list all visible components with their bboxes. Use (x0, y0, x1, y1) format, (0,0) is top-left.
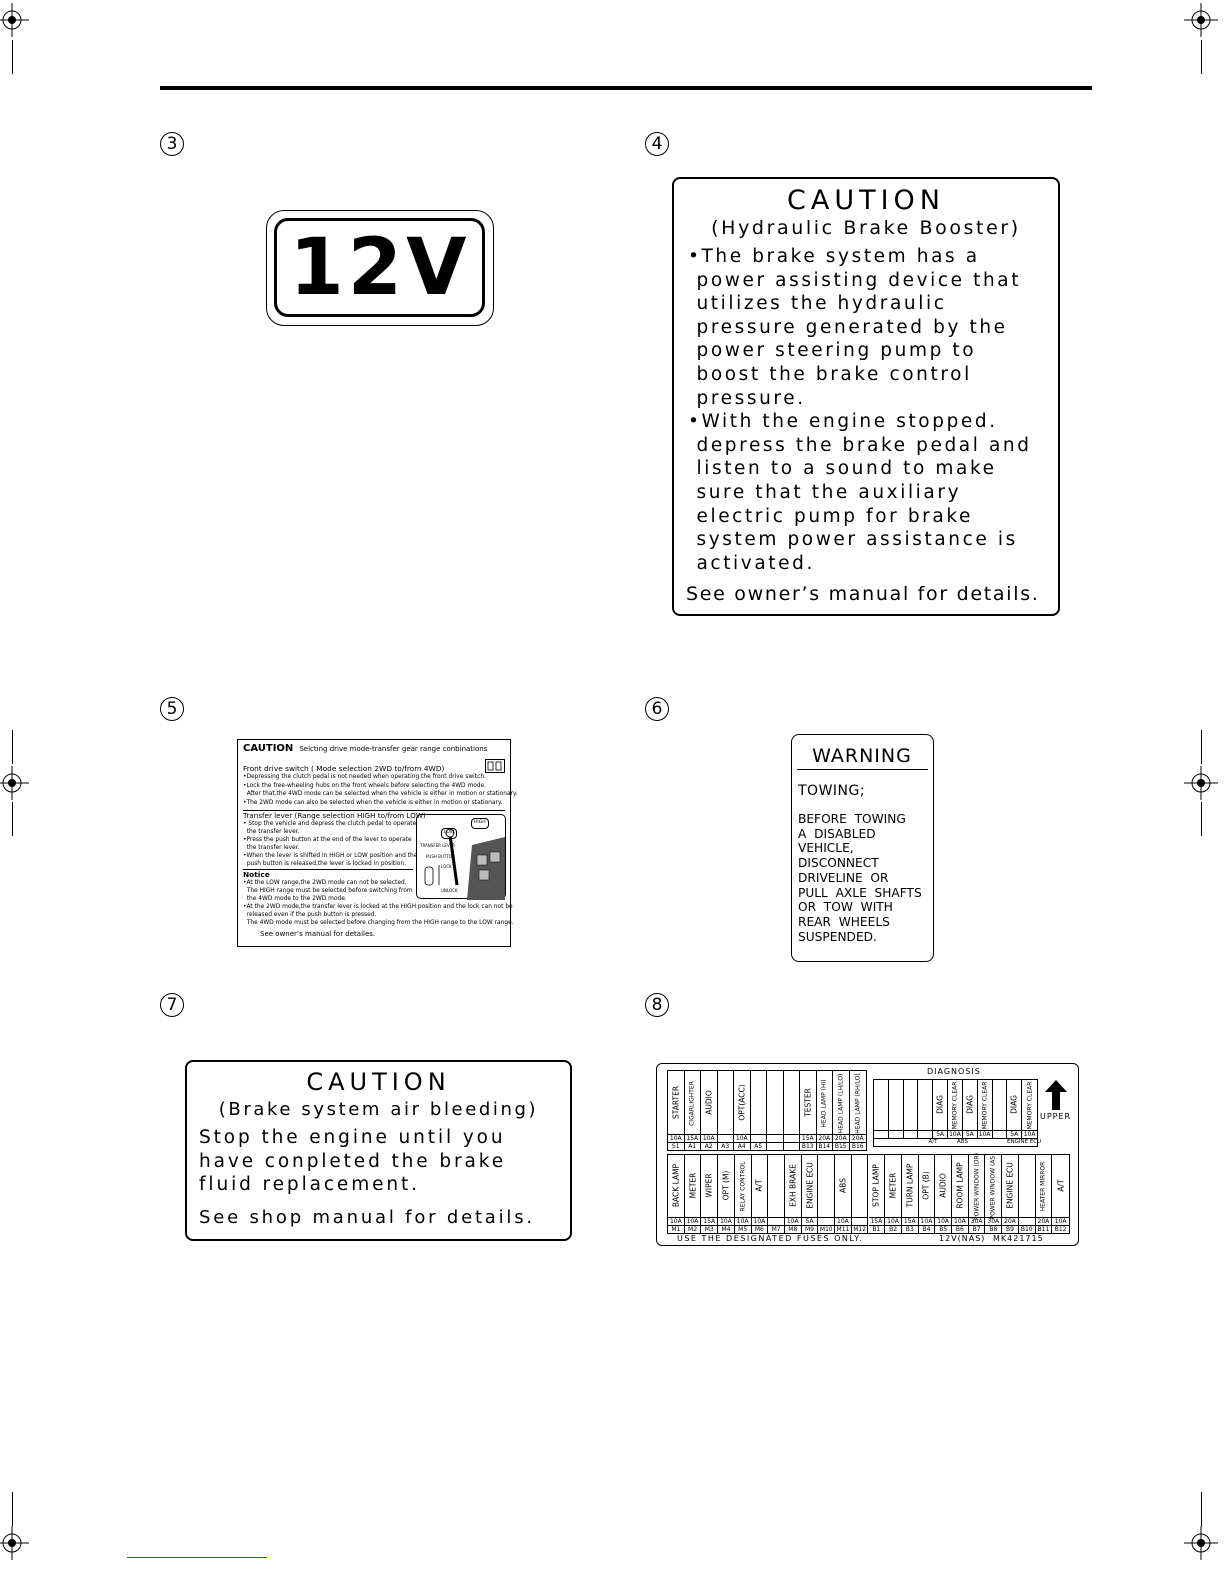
fuse-slot (889, 1080, 904, 1146)
fuse-slot (768, 1155, 785, 1233)
registration-mark-icon (1184, 1526, 1218, 1560)
fuse-slot (767, 1071, 784, 1150)
header-rule (160, 86, 1092, 90)
fuse-name: MEMORY CLEAR (1026, 1081, 1034, 1130)
fuse-name: HEAD LAMP (LH/LO) (837, 1073, 845, 1133)
fuse-slot (852, 1155, 869, 1233)
fuse-amp: 15A (686, 1135, 699, 1142)
fuse-name: POWER WINDOW (AS) (989, 1153, 997, 1220)
transfer-lever-line: •When the lever is shifted in HIGH or LOW position and the (243, 853, 418, 860)
caution-subtitle: (Hydraulic Brake Booster) (711, 217, 1021, 239)
towing-line: PULL AXLE SHAFTS (798, 885, 922, 900)
fig-low-label: LOW (441, 828, 457, 839)
voltage-text: 12V (289, 223, 471, 313)
footer-link-line (127, 1557, 267, 1558)
transfer-caution-word: CAUTION (243, 743, 294, 754)
fuse-name: WIPER (704, 1173, 714, 1198)
fuse-name: METER (688, 1172, 698, 1199)
fuse-name: DIAG (965, 1095, 975, 1114)
fuse-id: M3 (701, 1225, 717, 1233)
fuse-slot (874, 1080, 889, 1146)
fuse-slot (718, 1155, 735, 1233)
fuse-name: OPT (M) (721, 1170, 731, 1201)
fuse-name: AUDIO (938, 1173, 948, 1198)
fuse-id (784, 1142, 800, 1150)
fuse-name: ENGINE ECU (1005, 1162, 1015, 1209)
fuse-id: B7 (969, 1225, 985, 1233)
notice-line: •At the 2WD mode,the transfer lever is locked at the HIGH position and the lock can not be (243, 904, 513, 911)
fuse-id: A5 (751, 1142, 767, 1150)
caution-line: pressure. (688, 387, 806, 409)
fuse-name: MEMORY CLEAR (981, 1081, 989, 1130)
fuse-amp: 20A (1004, 1218, 1016, 1225)
fuse-name: OPT (B) (921, 1171, 931, 1200)
fuse-amp: 10A (686, 1218, 699, 1225)
fuse-slot (978, 1080, 993, 1146)
diag-group-label: ENGINE ECU (1007, 1139, 1042, 1145)
fuse-id: M5 (735, 1225, 751, 1233)
diagnosis-title: DIAGNOSIS (927, 1067, 981, 1076)
fuse-id: M4 (718, 1225, 734, 1233)
bleed-caution-line: have conpleted the brake (199, 1150, 506, 1172)
fuse-id: B8 (985, 1225, 1001, 1233)
fuse-name: TURN LAMP (905, 1163, 915, 1208)
fuse-id: A1 (685, 1142, 701, 1150)
fuse-slot (701, 1155, 718, 1233)
fuse-name: OPT(ACC) (737, 1083, 747, 1121)
upper-label: UPPER (1040, 1112, 1072, 1121)
fuse-footer-mid: 12V(NAS) (939, 1234, 986, 1243)
fig-unlock-label: UNLOCK (441, 888, 458, 893)
label-12v (266, 210, 494, 326)
transfer-lever-line: push button is released,the lever is locked in position. (243, 861, 407, 868)
fuse-name: HEAD LAMP (HI) (820, 1078, 828, 1128)
upper-arrow-icon (1045, 1080, 1067, 1110)
fuse-name: DIAG (1009, 1095, 1019, 1114)
registration-mark-icon (1184, 3, 1218, 37)
fuse-amp: 10A (978, 1131, 991, 1138)
caution-line: •With the engine stopped. (688, 411, 998, 433)
front-drive-line: •Depressing the clutch pedal is not needed when operating the front drive switch. (243, 774, 486, 780)
transfer-lever-heading: Transfer lever (Range selection HIGH to/from LOW) (243, 811, 426, 820)
fuse-amp: 5A (933, 1130, 947, 1138)
fuse-id: B4 (919, 1225, 935, 1233)
fuse-amp (874, 1130, 888, 1138)
fuse-slot (1019, 1155, 1036, 1233)
transfer-footer: See owner’s manual for detailes. (260, 930, 376, 938)
fuse-id: M1 (668, 1225, 684, 1233)
fuse-id: M10 (819, 1226, 833, 1233)
registration-mark-icon (0, 3, 29, 37)
caution-line: listen to a sound to make (688, 458, 997, 480)
fuse-amp: 30A (970, 1218, 983, 1225)
fuse-id (767, 1142, 783, 1150)
bleed-caution-body (199, 1126, 569, 1197)
fuse-id: S1 (668, 1142, 684, 1150)
fuse-slot (993, 1080, 1008, 1146)
fuse-slot (985, 1155, 1002, 1233)
fuse-id: B10 (1020, 1226, 1033, 1233)
caution-line: activated. (688, 552, 815, 574)
fuse-slot (751, 1071, 768, 1150)
fuse-slot (785, 1155, 802, 1233)
crop-mark (12, 40, 13, 74)
fuse-id: B15 (834, 1143, 847, 1150)
fuse-amp (718, 1134, 734, 1142)
towing-line: A DISABLED (798, 826, 876, 841)
fuse-block-top (667, 1070, 867, 1151)
bleed-caution-subtitle: (Brake system air bleeding) (218, 1099, 539, 1120)
diag-group-label: ABS (957, 1139, 968, 1145)
caution-line: boost the brake control (688, 363, 972, 385)
front-drive-line: •Lock the free-wheeling hubs on the front wheels before selecting the 4WD mode. (243, 782, 487, 789)
crop-mark (12, 730, 13, 764)
front-drive-line: After that,the 4WD mode can be selected when the vehicle is either in motion or stationary. (243, 791, 518, 798)
caution-line: system power assistance is (688, 529, 1018, 551)
fuse-name: STOP LAMP (871, 1164, 881, 1207)
fuse-block-bottom (667, 1154, 1070, 1234)
fuse-name: EXH BRAKE (788, 1164, 798, 1207)
label-towing-warning (791, 734, 934, 962)
fuse-amp: 15A (801, 1135, 814, 1142)
fuse-amp (768, 1217, 784, 1225)
label-transfer-caution (237, 739, 518, 947)
fuse-amp (993, 1130, 1007, 1138)
bleed-caution-title: CAUTION (306, 1068, 451, 1096)
fuse-amp: 10A (937, 1218, 950, 1225)
crop-mark (1201, 730, 1202, 764)
fuse-amp: 10A (837, 1218, 849, 1225)
fuse-slot (734, 1071, 751, 1150)
label-number-8: 8 (645, 993, 669, 1017)
transfer-lever-line: the transfer lever. (243, 829, 300, 836)
caution-footer: See owner’s manual for details. (686, 583, 1040, 605)
fuse-name: HEAD LAMP (RH/LO) (854, 1072, 862, 1134)
fuse-id: A2 (701, 1142, 717, 1150)
bleed-caution-line: Stop the engine until you (199, 1127, 506, 1148)
fuse-amp: 10A (720, 1218, 732, 1225)
bleed-caution-line: fluid replacement. (199, 1174, 420, 1196)
label-number-6: 6 (645, 697, 669, 721)
fuse-id: B3 (902, 1225, 918, 1233)
towing-line: VEHICLE, (798, 841, 854, 856)
fuse-amp: 15A (903, 1218, 916, 1225)
fuse-slot (735, 1155, 752, 1233)
notice-line: The 4WD mode must be selected before changing from the HIGH range to the LOW range. (243, 920, 514, 927)
fuse-id: M8 (785, 1225, 801, 1233)
fig-high-label: HIGH (471, 818, 489, 829)
fuse-id: B12 (1052, 1225, 1069, 1233)
fuse-amp: 15A (870, 1218, 883, 1225)
fuse-amp: 10A (1023, 1131, 1036, 1138)
fuse-slot (718, 1071, 735, 1150)
fuse-amp: 20A (834, 1135, 847, 1142)
fuse-slot (963, 1080, 978, 1146)
fuse-amp: 10A (887, 1218, 899, 1225)
fuse-slot (948, 1080, 963, 1146)
caution-line: power steering pump to (688, 340, 977, 362)
fuse-id: B9 (1002, 1225, 1018, 1233)
fuse-slot (850, 1071, 867, 1150)
crop-mark (1201, 1492, 1202, 1526)
fuse-slot (1036, 1155, 1053, 1233)
fuse-slot (833, 1071, 850, 1150)
label-number-4: 4 (645, 132, 669, 156)
fuse-name: HEATER MIRROR (1039, 1161, 1047, 1212)
fuse-slot (918, 1080, 933, 1146)
fuse-slot (818, 1155, 835, 1233)
fuse-amp: 10A (954, 1218, 966, 1225)
fuse-amp: 10A (786, 1218, 799, 1225)
fuse-slot (969, 1155, 986, 1233)
label-number-3: 3 (160, 132, 184, 156)
fuse-name: MEMORY CLEAR (951, 1081, 959, 1130)
transfer-lever-line: the transfer lever. (243, 845, 300, 852)
fuse-id: B5 (935, 1225, 951, 1233)
fuse-slot (933, 1080, 948, 1146)
fuse-amp: 10A (669, 1218, 682, 1225)
fuse-id: B2 (885, 1225, 901, 1233)
fuse-slot (685, 1155, 702, 1233)
fuse-name: TESTER (803, 1087, 813, 1117)
towing-line: REAR WHEELS (798, 914, 890, 929)
transfer-lever-line: • Stop the vehicle and depress the clutch pedal to operate (243, 821, 417, 827)
notice-line: The HIGH range must be selected before switching from (243, 888, 413, 895)
mode-switch-icon (485, 759, 505, 773)
registration-mark-icon (0, 766, 29, 800)
towing-heading: TOWING; (798, 783, 866, 799)
transfer-lever-line: •Press the push button at the end of the lever to operate (243, 837, 412, 844)
fuse-amp (904, 1130, 918, 1138)
fuse-amp: 30A (987, 1218, 1000, 1225)
notice-heading: Notice (243, 870, 270, 879)
towing-line: DRIVELINE OR (798, 870, 889, 885)
fuse-block-diagnosis (873, 1079, 1042, 1147)
fuse-amp (918, 1130, 932, 1138)
fuse-slot (885, 1155, 902, 1233)
fuse-id: B6 (952, 1225, 968, 1233)
fuse-amp: 5A (963, 1130, 977, 1138)
caution-line: •The brake system has a (688, 246, 980, 267)
label-number-5: 5 (160, 697, 184, 721)
fuse-name: ABS (838, 1178, 848, 1193)
label-number-7: 7 (160, 993, 184, 1017)
caution-line: sure that the auxiliary (688, 481, 962, 503)
caution-title: CAUTION (787, 185, 945, 216)
fuse-id: M7 (768, 1225, 784, 1233)
fuse-name: AUDIO (704, 1089, 714, 1115)
fuse-slot (668, 1071, 685, 1150)
crop-mark (12, 1492, 13, 1526)
fuse-id: M2 (685, 1225, 701, 1233)
fuse-slot (784, 1071, 801, 1150)
fuse-amp: 10A (702, 1135, 715, 1142)
label-hydraulic-brake-caution (672, 177, 1060, 616)
caution-line: power assisting device that (688, 269, 1022, 291)
fuse-name: A/T (1056, 1179, 1066, 1192)
towing-line: SUSPENDED. (798, 929, 877, 944)
fuse-amp: 10A (949, 1131, 961, 1138)
fuse-name: STARTER (671, 1085, 681, 1119)
fuse-amp: 20A (1037, 1218, 1050, 1225)
fuse-slot (902, 1155, 919, 1233)
fuse-amp (751, 1134, 767, 1142)
fuse-amp: 10A (920, 1218, 933, 1225)
fuse-slot (1007, 1080, 1022, 1146)
fuse-name: RELAY CONTROL (739, 1161, 747, 1212)
crop-mark (12, 802, 13, 836)
fuse-id: B14 (818, 1143, 831, 1150)
fuse-amp (784, 1134, 800, 1142)
fuse-slot (802, 1155, 819, 1233)
fig-push-label: PUSH BUTTON (426, 854, 455, 859)
fuse-slot (701, 1071, 718, 1150)
fuse-amp: 10A (736, 1218, 749, 1225)
fuse-slot (919, 1155, 936, 1233)
towing-line: OR TOW WITH (798, 900, 893, 915)
notice-line: released even if the push button is pressed. (243, 912, 377, 919)
caution-line: depress the brake pedal and (688, 434, 1032, 456)
fuse-amp (767, 1134, 783, 1142)
fig-lock-label: LOCK (441, 864, 452, 869)
fuse-id: B16 (850, 1142, 867, 1150)
warning-title: WARNING (812, 745, 912, 767)
crop-mark (1201, 802, 1202, 836)
fuse-id: M11 (836, 1226, 850, 1233)
fuse-amp: 15A (703, 1218, 716, 1225)
notice-line: •At the LOW range,the 2WD mode can not be selected. (243, 880, 407, 886)
fuse-id: B11 (1037, 1226, 1050, 1233)
fuse-name: A/T (754, 1179, 764, 1192)
fuse-name: BACK LAMP (671, 1163, 681, 1208)
fuse-name: DIAG (935, 1095, 945, 1114)
fuse-slot (800, 1071, 817, 1150)
diag-group-label: A/T (928, 1139, 938, 1145)
fuse-slot (835, 1155, 852, 1233)
fuse-slot (869, 1155, 886, 1233)
fuse-amp: 20A (818, 1135, 831, 1142)
fuse-slot (1052, 1155, 1069, 1233)
caution-body (688, 245, 1058, 575)
fuse-slot (935, 1155, 952, 1233)
fuse-amp: 20A (850, 1134, 867, 1142)
fuse-id: B1 (869, 1225, 885, 1233)
crop-mark (1201, 40, 1202, 74)
fuse-slot (1022, 1080, 1037, 1146)
fuse-slot (904, 1080, 919, 1146)
bleed-caution-footer: See shop manual for details. (199, 1207, 535, 1228)
fuse-name: ROOM LAMP (955, 1162, 965, 1209)
fig-transfer-label: TRANSFER LEVER (420, 843, 456, 848)
fuse-name: POWER WINDOW (DR) (973, 1153, 981, 1220)
transfer-caution-heading: Selcting drive mode-transfer gear range conbinations (299, 745, 488, 753)
fuse-footer-right: MK421715 (993, 1234, 1044, 1243)
front-drive-line: •The 2WD mode can also be selected when the vehicle is either in motion or stationary. (243, 800, 503, 807)
fuse-slot (1002, 1155, 1019, 1233)
transfer-lever-figure (416, 814, 506, 899)
registration-mark-icon (0, 1526, 29, 1560)
fuse-slot (752, 1155, 769, 1233)
fuse-amp: 10A (1052, 1217, 1069, 1225)
fuse-amp (1019, 1217, 1035, 1225)
fuse-footer-left: USE THE DESIGNATED FUSES ONLY. (677, 1234, 864, 1243)
caution-line: electric pump for brake (688, 505, 973, 527)
towing-line: BEFORE TOWING (798, 812, 906, 826)
towing-body (798, 812, 932, 944)
fuse-amp: 5A (802, 1217, 818, 1225)
fuse-name: CIGARLIGHTER (688, 1080, 696, 1126)
fuse-amp (852, 1217, 868, 1225)
fuse-slot (952, 1155, 969, 1233)
fuse-amp: 10A (669, 1135, 682, 1142)
front-drive-heading: Front drive switch ( Mode selection 2WD to/from 4WD) (243, 764, 445, 773)
fuse-amp: 5A (1007, 1130, 1021, 1138)
fuse-id: A3 (718, 1142, 734, 1150)
fuse-id: M12 (853, 1226, 867, 1233)
fuse-id: B13 (801, 1143, 814, 1150)
fuse-amp: 10A (753, 1218, 766, 1225)
registration-mark-icon (1184, 766, 1218, 800)
fuse-id: A4 (734, 1142, 750, 1150)
label-brake-bleeding-caution (185, 1060, 572, 1241)
fuse-slot (817, 1071, 834, 1150)
fuse-id: M6 (752, 1225, 768, 1233)
diag-group-row (874, 1138, 1042, 1146)
fuse-slot (668, 1155, 685, 1233)
fuse-id: M9 (802, 1225, 818, 1233)
fuse-amp (889, 1130, 903, 1138)
fuse-name: ENGINE ECU (805, 1162, 814, 1209)
caution-line: utilizes the hydraulic (688, 293, 947, 315)
fuse-amp (818, 1217, 834, 1225)
towing-line: DISCONNECT (798, 856, 879, 871)
fuse-amp: 10A (735, 1135, 748, 1142)
fuse-slot (685, 1071, 702, 1150)
notice-line: the 4WD mode to the 2WD mode. (243, 896, 347, 903)
caution-line: pressure generated by the (688, 316, 1008, 338)
fuse-name: METER (888, 1172, 898, 1199)
label-fuse-box (656, 1063, 1079, 1246)
